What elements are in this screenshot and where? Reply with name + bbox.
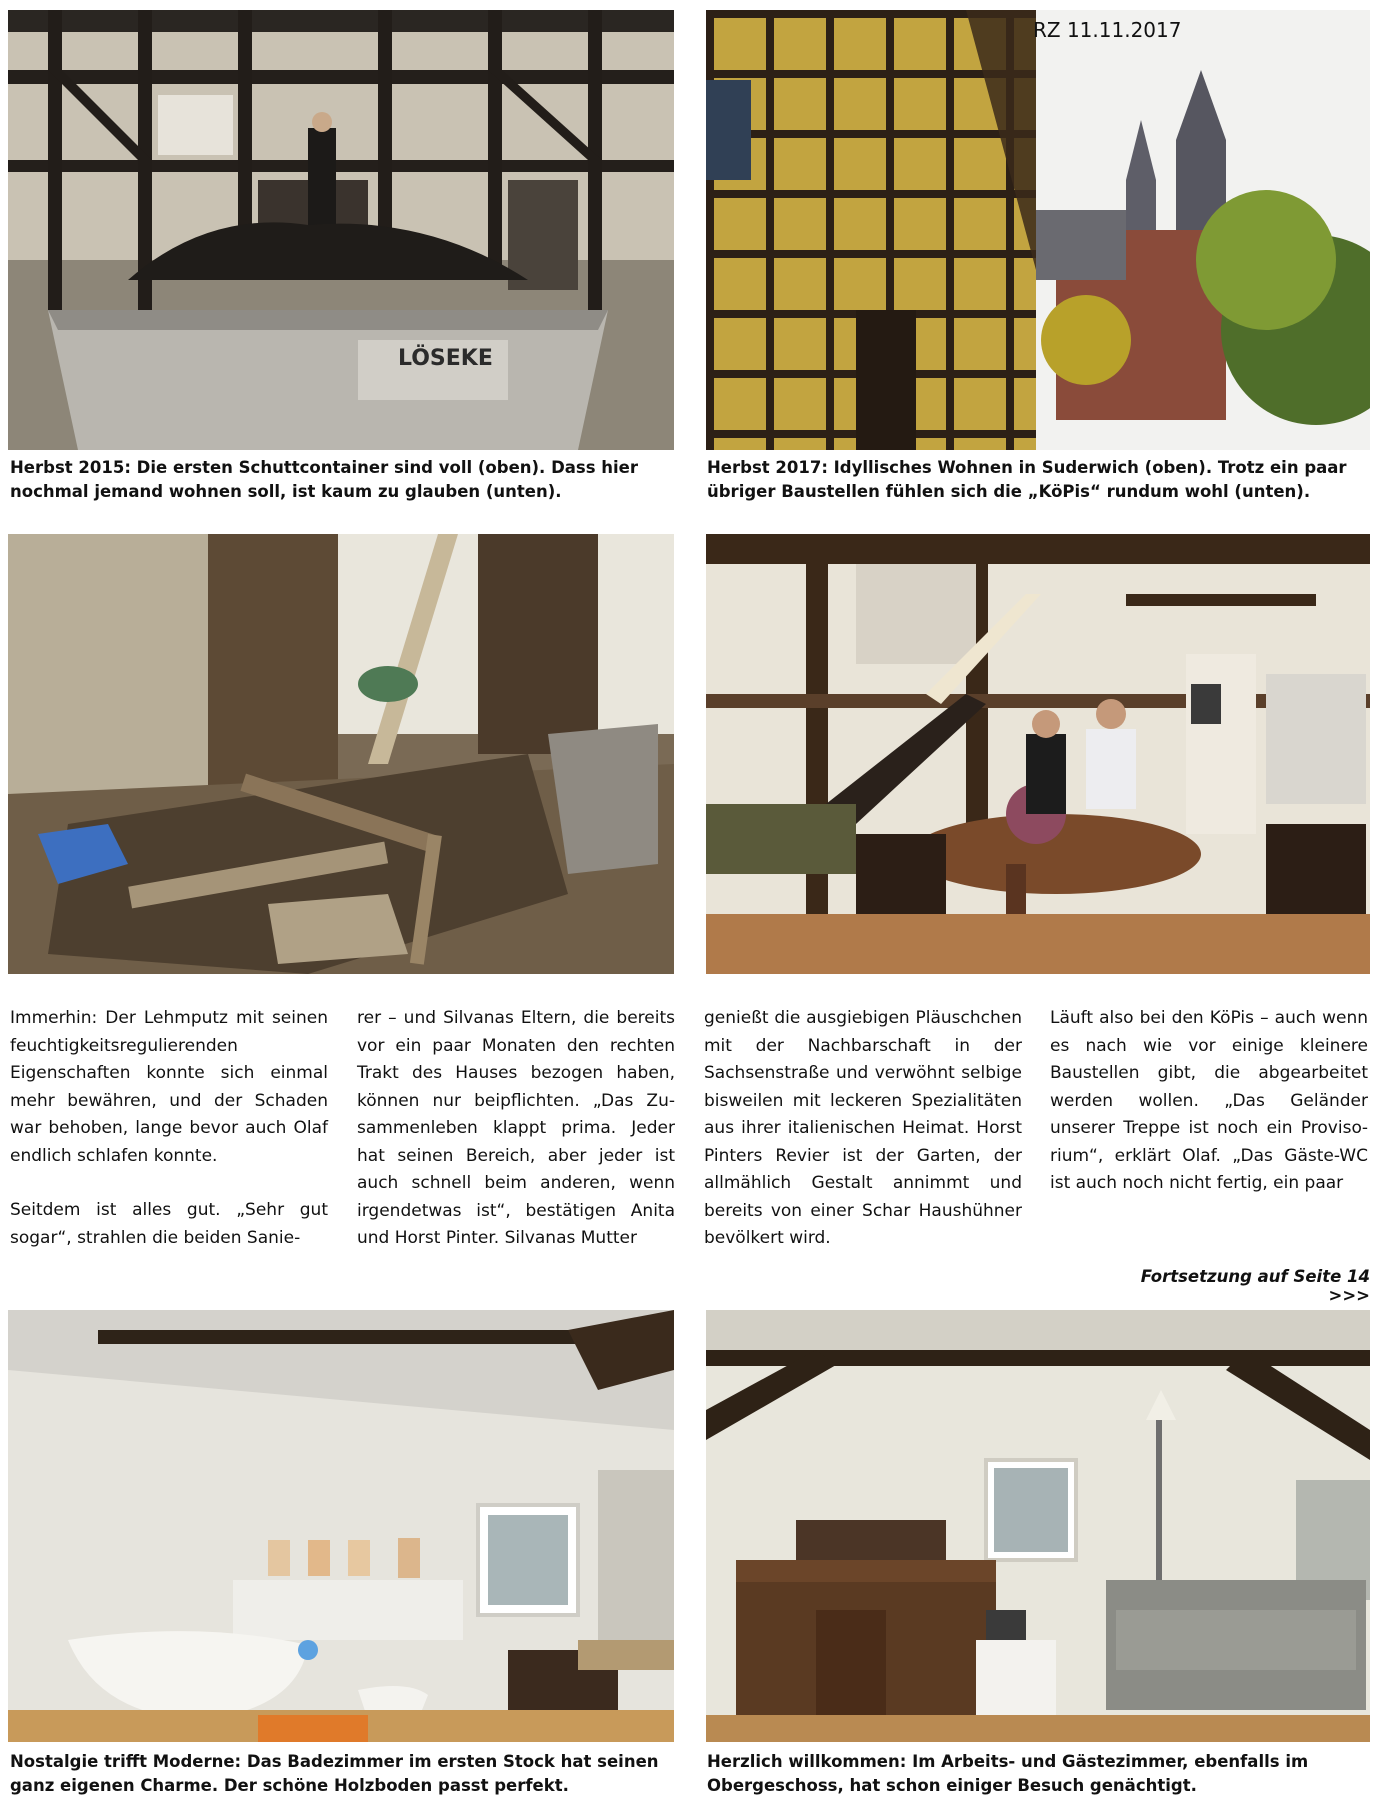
caption-line: nochmal jemand wohnen soll, ist kaum zu glauben (unten). [10,482,562,501]
article-paragraph: Läuft also bei den KöPis – auch wenn es nach wie vor einige kleinere Baustellen gibt, die abgearbeitet werden wollen. „Das Geländer unserer Treppe ist noch ein Provisorium“, erklärt Olaf. „Das Gäste-WC ist auch noch nicht fertig, ein paar [1050,1008,1368,1193]
photo-schuttcontainer [8,10,674,450]
caption-badezimmer [10,1750,680,1798]
caption-line: Herbst 2015: Die ersten Schuttcontainer sind voll (oben). Dass hier [10,458,639,477]
caption-line: Obergeschoss, hat schon einiger Besuch genächtigt. [707,1776,1197,1795]
photo-bathroom [8,1310,674,1742]
continuation-note: Fortsetzung auf Seite 14 >>> [1140,1267,1370,1305]
caption-line: Herbst 2017: Idyllisches Wohnen in Suderwich (oben). Trotz ein paar [707,458,1347,477]
article-paragraph: Immerhin: Der Lehmputz mit seinen feuchtigkeitsregulierenden Eigenschaften konnte sich einmal mehr bewähren, und der Schaden war behoben, lange bevor auch Olaf endlich schlafen konnte. [10,1008,328,1166]
caption-line: übriger Baustellen fühlen sich die „KöPis“ rundum wohl (unten). [707,482,1311,501]
article-column-2 [357,1005,675,1253]
article-column-4 [1050,1005,1368,1198]
article-column-1 [10,1005,328,1252]
photo-guest-room [706,1310,1370,1742]
photo-living-room [706,534,1370,974]
article-paragraph: Seitdem ist alles gut. „Sehr gut sogar“, strahlen die beiden Sanie- [10,1200,328,1248]
caption-gaestezimmer [707,1750,1375,1798]
photo-suderwich-church [706,10,1370,450]
caption-line: Nostalgie trifft Moderne: Das Badezimmer im ersten Stock hat seinen [10,1752,659,1771]
dateline: RZ 11.11.2017 [1033,18,1182,42]
photo-rubble-barn [8,534,674,974]
caption-herbst-2015 [10,456,680,504]
caption-line: ganz eigenen Charme. Der schöne Holzboden passt perfekt. [10,1776,569,1795]
article-paragraph: genießt die ausgiebigen Pläuschchen mit der Nachbarschaft in der Sachsenstraße und verwöhnt selbige bisweilen mit leckeren Spezialitäten aus ihrer italienischen Heimat. Horst Pinters Revier ist der Garten, der allmählich Gestalt annimmt und bereits von einer Schar Haushühner bevölkert wird. [704,1008,1022,1248]
caption-herbst-2017 [707,456,1375,504]
caption-line: Herzlich willkommen: Im Arbeits- und Gästezimmer, ebenfalls im [707,1752,1309,1771]
article-column-3 [704,1005,1022,1253]
article-paragraph: rer – und Silvanas Eltern, die bereits vor ein paar Monaten den rechten Trakt des Hauses bezogen haben, können nur beipflichten. „Das Zusammenleben klappt prima. Jeder hat seinen Bereich, aber jeder ist auch schnell beim anderen, wenn irgendetwas ist“, bestätigen Anita und Horst Pinter. Silvanas Mutter [357,1008,675,1248]
container-label: LÖSEKE [398,346,493,371]
